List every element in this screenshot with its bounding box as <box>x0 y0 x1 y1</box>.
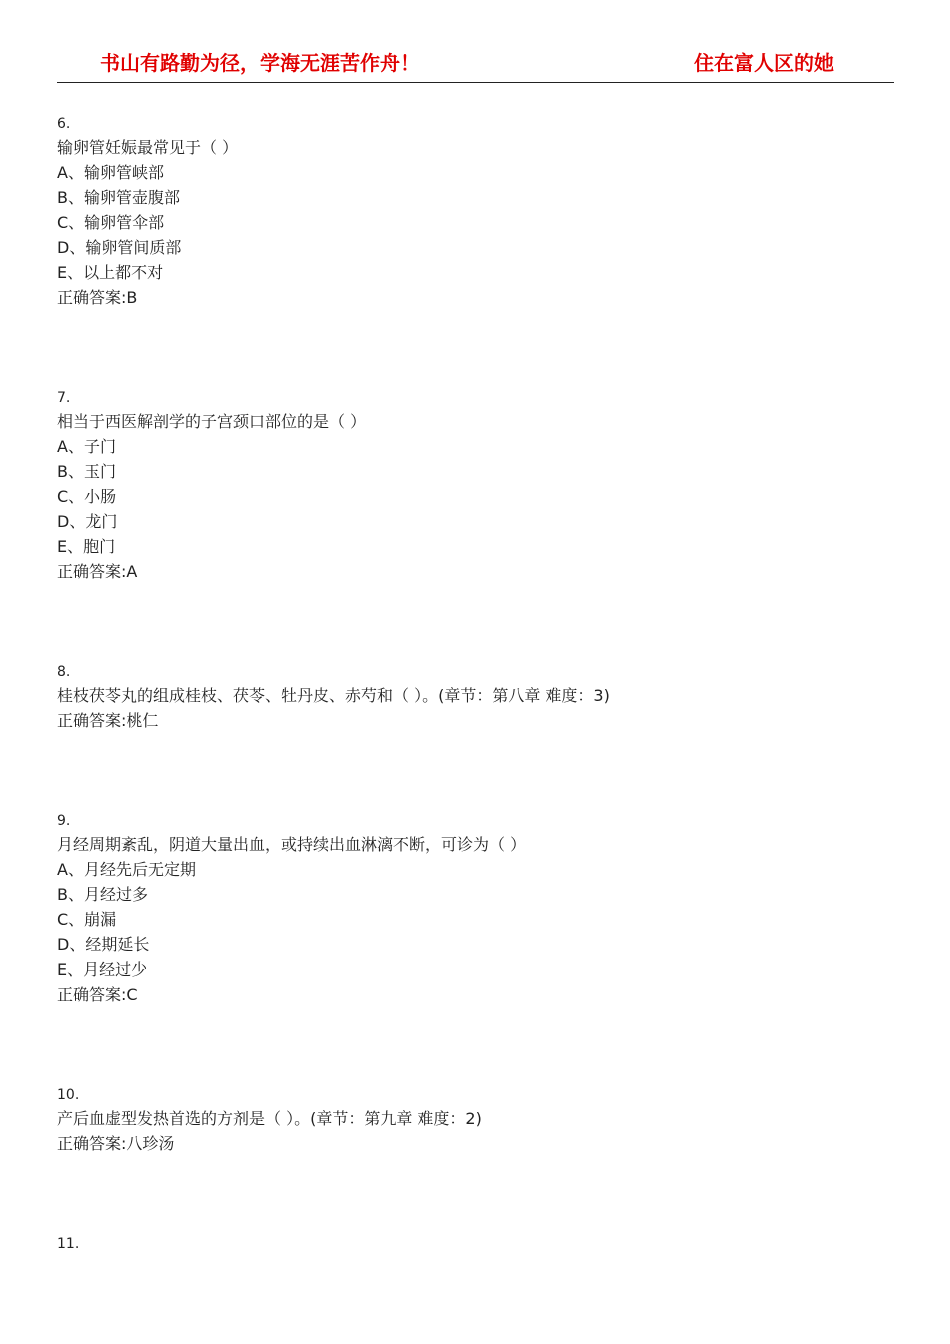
answer: 正确答案:桃仁 <box>57 711 159 730</box>
question-7 <box>57 387 366 584</box>
question-number: 10. <box>57 1087 80 1103</box>
question-stem: 桂枝茯苓丸的组成桂枝、茯苓、牡丹皮、赤芍和（ ）。(章节：第八章 难度：3) <box>57 686 610 705</box>
option-c: C、输卵管伞部 <box>57 213 165 232</box>
option-d: D、龙门 <box>57 512 118 531</box>
question-stem: 月经周期紊乱，阴道大量出血，或持续出血淋漓不断，可诊为（ ） <box>57 835 527 854</box>
question-6 <box>57 113 238 310</box>
question-number: 7. <box>57 390 71 406</box>
question-number: 6. <box>57 116 71 132</box>
option-e: E、月经过少 <box>57 960 148 979</box>
option-b: B、输卵管壶腹部 <box>57 188 180 207</box>
question-number: 9. <box>57 813 71 829</box>
question-number: 11. <box>57 1236 80 1252</box>
header-author: 住在富人区的她 <box>694 51 834 75</box>
option-b: B、玉门 <box>57 462 116 481</box>
option-e: E、以上都不对 <box>57 263 164 282</box>
option-a: A、月经先后无定期 <box>57 860 196 879</box>
option-b: B、月经过多 <box>57 885 148 904</box>
option-d: D、经期延长 <box>57 935 150 954</box>
answer: 正确答案:B <box>57 288 138 307</box>
question-10 <box>57 1084 482 1156</box>
question-8 <box>57 661 610 733</box>
option-a: A、输卵管峡部 <box>57 163 164 182</box>
header-motto: 书山有路勤为径，学海无涯苦作舟！ <box>100 51 420 75</box>
question-number: 8. <box>57 664 71 680</box>
answer: 正确答案:八珍汤 <box>57 1134 175 1153</box>
question-stem: 输卵管妊娠最常见于（ ） <box>57 138 239 157</box>
option-e: E、胞门 <box>57 537 116 556</box>
option-d: D、输卵管间质部 <box>57 238 182 257</box>
answer: 正确答案:C <box>57 985 138 1004</box>
question-11 <box>57 1233 79 1255</box>
question-9 <box>57 810 526 1007</box>
answer: 正确答案:A <box>57 562 138 581</box>
option-c: C、崩漏 <box>57 910 117 929</box>
option-c: C、小肠 <box>57 487 117 506</box>
question-stem: 相当于西医解剖学的子宫颈口部位的是（ ） <box>57 412 367 431</box>
header-divider <box>57 82 894 83</box>
question-stem: 产后血虚型发热首选的方剂是（ ）。(章节：第九章 难度：2) <box>57 1109 482 1128</box>
option-a: A、子门 <box>57 437 116 456</box>
